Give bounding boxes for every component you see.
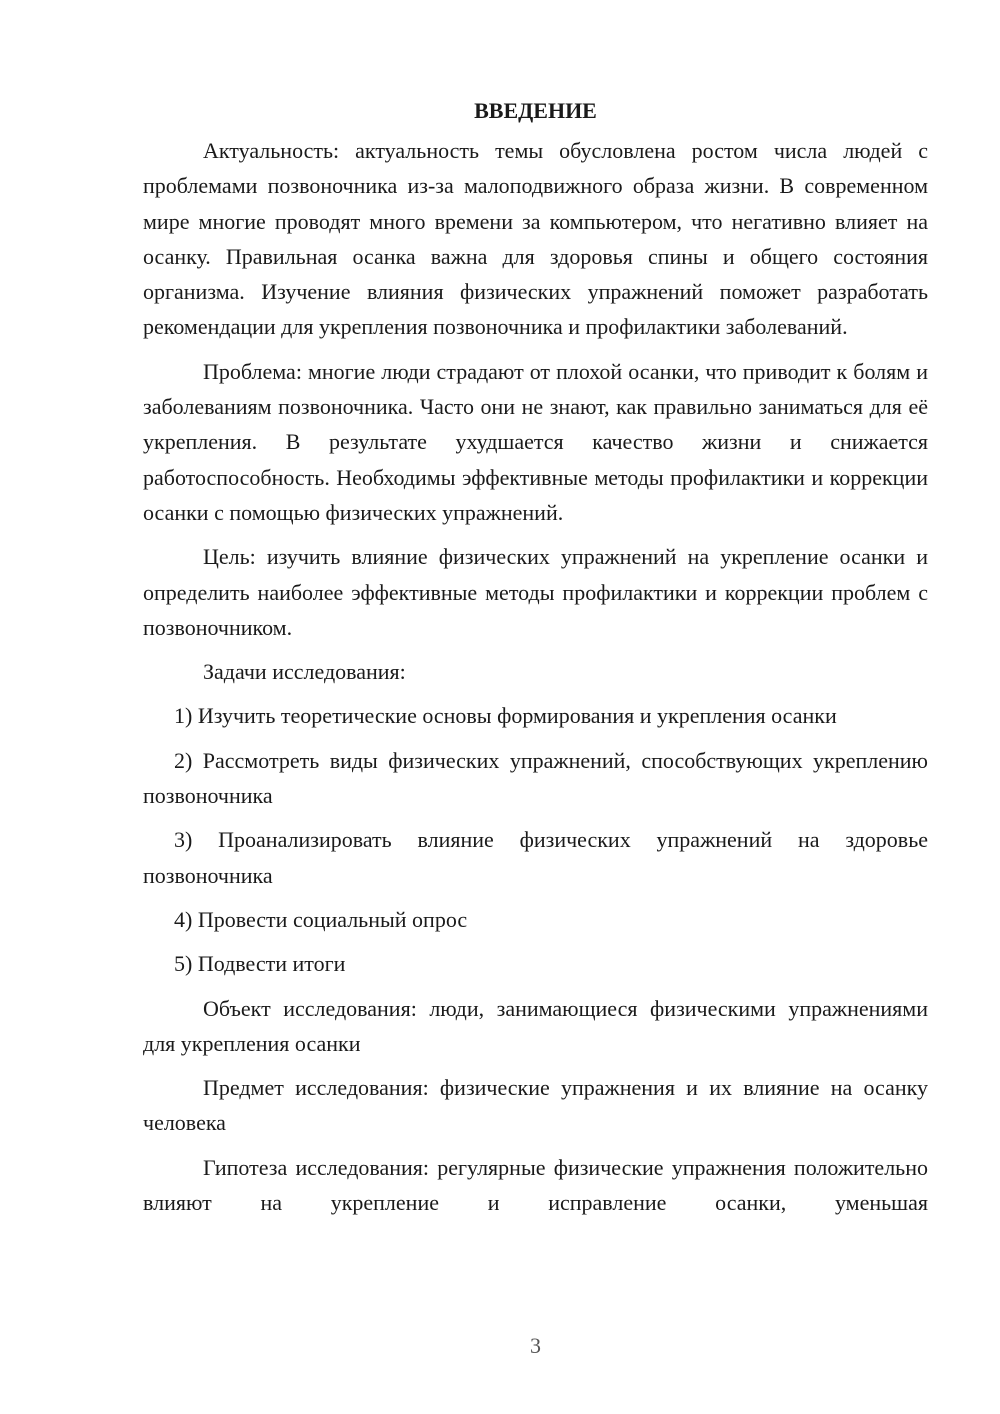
tasks-list (143, 698, 928, 981)
task-item-2: 2) Рассмотреть виды физических упражнений, способствующих укреплению позвоночника (143, 747, 928, 809)
goal-paragraph: Цель: изучить влияние физических упражнений на укрепление осанки и определить наиболее эффективные методы профилактики и коррекции проблем с позвоночником. (143, 544, 928, 640)
object-paragraph: Объект исследования: люди, занимающиеся физическими упражнениями для укрепления осанки (143, 995, 928, 1056)
subject-paragraph: Предмет исследования: физические упражнения и их влияние на осанку человека (143, 1075, 928, 1136)
page-number: 3 (530, 1333, 541, 1358)
task-item-3: 3) Проанализировать влияние физических упражнений на здоровье позвоночника (143, 827, 928, 888)
relevance-paragraph: Актуальность: актуальность темы обусловлена ростом числа людей с проблемами позвоночника из-за малоподвижного образа жизни. В современном мире многие проводят много времени за компьютером, что негативно влияет на осанку. Правильная осанка важна для здоровья спины и общего состояния организма. Изучение влияния физических упражнений поможет разработать рекомендации для укрепления позвоночника и профилактики заболеваний. (143, 138, 928, 340)
task-item-4: 4) Провести социальный опрос (174, 906, 468, 932)
task-item-1: 1) Изучить теоретические основы формирования и укрепления осанки (174, 703, 837, 729)
document-page (143, 95, 928, 1229)
problem-paragraph: Проблема: многие люди страдают от плохой осанки, что приводит к болям и заболеваниям позвоночника. Часто они не знают, как правильно заниматься для её укрепления. В результате ухудшается качество жизни и снижается работоспособность. Необходимы эффективные методы профилактики и коррекции осанки с помощью физических упражнений. (143, 358, 928, 525)
task-item-5: 5) Подвести итоги (174, 951, 346, 977)
hypothesis-paragraph: Гипотеза исследования: регулярные физические упражнения положительно влияют на укрепление и исправление осанки, уменьшая (143, 1154, 928, 1216)
tasks-heading: Задачи исследования: (203, 659, 406, 685)
page-title: ВВЕДЕНИЕ (474, 98, 597, 123)
